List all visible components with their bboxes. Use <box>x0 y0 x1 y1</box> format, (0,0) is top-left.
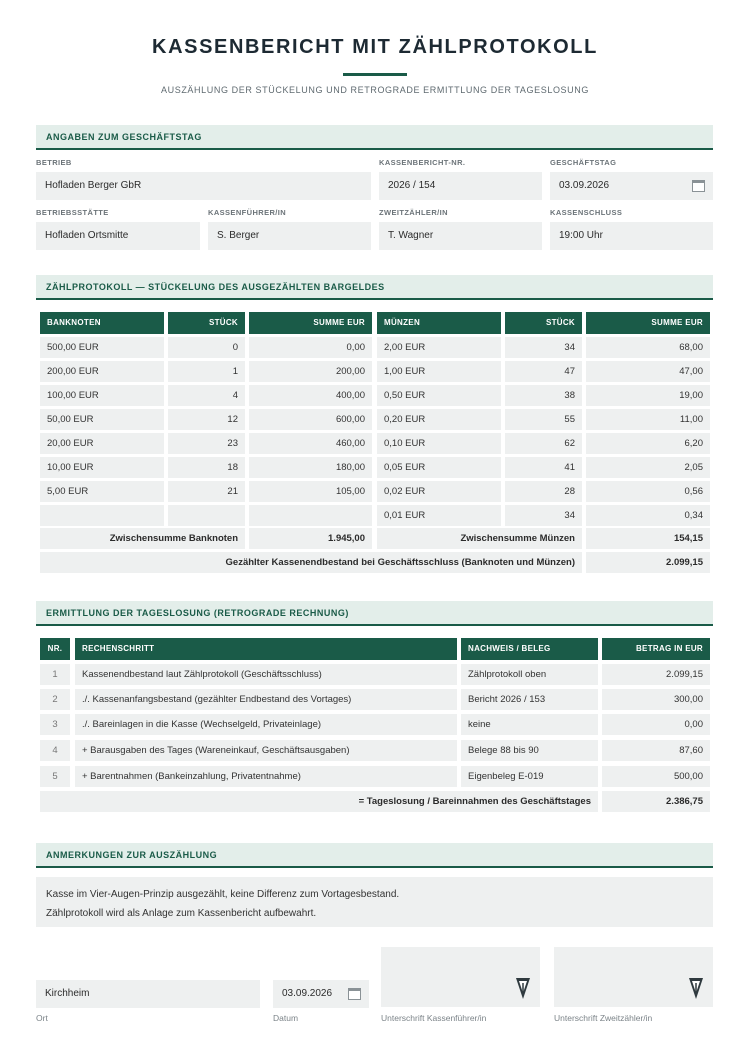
betriebsstaette-label: BETRIEBSSTÄTTE <box>36 208 109 217</box>
step-betrag: 0,00 <box>602 714 710 735</box>
step-betrag: 500,00 <box>602 766 710 787</box>
zwischensumme-muenzen-label: Zwischensumme Münzen <box>377 528 582 549</box>
zwischensumme-banknoten-label: Zwischensumme Banknoten <box>40 528 245 549</box>
title-underline <box>343 73 407 76</box>
th-muenzen-summe: SUMME EUR <box>586 312 710 334</box>
step-beleg: keine <box>461 714 598 735</box>
muenze-summe: 0,56 <box>586 481 710 502</box>
muenze-stueck[interactable]: 34 <box>505 337 582 358</box>
anmerkung-line: Zählprotokoll wird als Anlage zum Kassenbericht aufbewahrt. <box>46 908 317 919</box>
banknote-denomination: 500,00 EUR <box>40 337 164 358</box>
muenze-stueck[interactable]: 62 <box>505 433 582 454</box>
banknote-summe: 180,00 <box>249 457 372 478</box>
muenze-denomination: 0,01 EUR <box>377 505 501 526</box>
section-zaehlprotokoll-title: ZÄHLPROTOKOLL — STÜCKELUNG DES AUSGEZÄHLTEN BARGELDES <box>36 275 713 300</box>
banknote-denomination: 50,00 EUR <box>40 409 164 430</box>
banknote-summe: 400,00 <box>249 385 372 406</box>
banknote-summe: 600,00 <box>249 409 372 430</box>
muenze-denomination: 0,02 EUR <box>377 481 501 502</box>
anmerkungen-textarea[interactable] <box>36 877 713 927</box>
signature-kassenfuehrer[interactable] <box>381 947 540 1007</box>
section-ermittlung-title: ERMITTLUNG DER TAGESLOSUNG (RETROGRADE RECHNUNG) <box>36 601 713 626</box>
kassenschluss-label: KASSENSCHLUSS <box>550 208 623 217</box>
muenze-stueck[interactable]: 55 <box>505 409 582 430</box>
step-beleg: Belege 88 bis 90 <box>461 740 598 761</box>
betrieb-field[interactable]: Hofladen Berger GbR <box>36 172 371 200</box>
pen-icon <box>687 975 705 1001</box>
step-nr: 5 <box>40 766 70 787</box>
banknote-summe: 105,00 <box>249 481 372 502</box>
muenze-stueck[interactable]: 38 <box>505 385 582 406</box>
kassenfuehrer-field[interactable]: S. Berger <box>208 222 371 250</box>
kassenbericht-nr-field[interactable]: 2026 / 154 <box>379 172 542 200</box>
muenze-summe: 6,20 <box>586 433 710 454</box>
banknote-summe: 200,00 <box>249 361 372 382</box>
muenze-denomination: 0,20 EUR <box>377 409 501 430</box>
step-nr: 1 <box>40 664 70 685</box>
muenze-stueck[interactable]: 41 <box>505 457 582 478</box>
geschaeftstag-field[interactable] <box>550 172 713 200</box>
datum-value: 03.09.2026 <box>282 988 333 999</box>
banknote-summe <box>249 505 372 526</box>
betriebsstaette-field[interactable]: Hofladen Ortsmitte <box>36 222 200 250</box>
banknote-stueck[interactable]: 4 <box>168 385 245 406</box>
banknote-stueck[interactable] <box>168 505 245 526</box>
step-description: ./. Kassenanfangsbestand (gezählter Endbestand des Vortages) <box>75 689 457 710</box>
banknote-denomination: 10,00 EUR <box>40 457 164 478</box>
section-anmerkungen-title: ANMERKUNGEN ZUR AUSZÄHLUNG <box>36 843 713 868</box>
banknote-stueck[interactable]: 23 <box>168 433 245 454</box>
step-beleg: Zählprotokoll oben <box>461 664 598 685</box>
banknote-stueck[interactable]: 0 <box>168 337 245 358</box>
tageslosung-label: = Tageslosung / Bareinnahmen des Geschäftstages <box>40 791 598 812</box>
step-description: + Barentnahmen (Bankeinzahlung, Privatentnahme) <box>75 766 457 787</box>
muenze-denomination: 0,10 EUR <box>377 433 501 454</box>
kassenfuehrer-label: KASSENFÜHRER/IN <box>208 208 287 217</box>
banknote-stueck[interactable]: 1 <box>168 361 245 382</box>
zweitzaehler-label: ZWEITZÄHLER/IN <box>379 208 448 217</box>
step-beleg: Eigenbeleg E-019 <box>461 766 598 787</box>
muenze-denomination: 0,50 EUR <box>377 385 501 406</box>
kassenschluss-field[interactable]: 19:00 Uhr <box>550 222 713 250</box>
step-description: ./. Bareinlagen in die Kasse (Wechselgeld, Privateinlage) <box>75 714 457 735</box>
muenze-stueck[interactable]: 34 <box>505 505 582 526</box>
banknote-denomination: 100,00 EUR <box>40 385 164 406</box>
muenze-denomination: 0,05 EUR <box>377 457 501 478</box>
muenze-summe: 2,05 <box>586 457 710 478</box>
banknote-denomination <box>40 505 164 526</box>
step-beleg: Bericht 2026 / 153 <box>461 689 598 710</box>
calendar-icon[interactable] <box>692 180 705 192</box>
zwischensumme-muenzen-value: 154,15 <box>586 528 710 549</box>
th-muenzen: MÜNZEN <box>377 312 501 334</box>
th-banknoten: BANKNOTEN <box>40 312 164 334</box>
pen-icon <box>514 975 532 1001</box>
th-muenzen-stueck: STÜCK <box>505 312 582 334</box>
th-banknoten-summe: SUMME EUR <box>249 312 372 334</box>
step-nr: 3 <box>40 714 70 735</box>
muenze-stueck[interactable]: 47 <box>505 361 582 382</box>
calendar-icon[interactable] <box>348 988 361 1000</box>
step-nr: 2 <box>40 689 70 710</box>
muenze-summe: 0,34 <box>586 505 710 526</box>
geschaeftstag-label: GESCHÄFTSTAG <box>550 158 617 167</box>
tageslosung-value: 2.386,75 <box>602 791 710 812</box>
step-betrag: 300,00 <box>602 689 710 710</box>
ort-field[interactable]: Kirchheim <box>36 980 260 1008</box>
datum-field[interactable] <box>273 980 369 1008</box>
ort-label: Ort <box>36 1013 48 1023</box>
geschaeftstag-value: 03.09.2026 <box>559 180 610 191</box>
kassenbericht-nr-label: KASSENBERICHT-NR. <box>379 158 466 167</box>
muenze-denomination: 2,00 EUR <box>377 337 501 358</box>
signature-zweitzaehler[interactable] <box>554 947 713 1007</box>
signature-kassenfuehrer-label: Unterschrift Kassenführer/in <box>381 1013 487 1023</box>
step-betrag: 87,60 <box>602 740 710 761</box>
page-subtitle: AUSZÄHLUNG DER STÜCKELUNG UND RETROGRADE ERMITTLUNG DER TAGESLOSUNG <box>161 85 589 95</box>
th-nr: NR. <box>40 638 70 660</box>
datum-label: Datum <box>273 1013 299 1023</box>
th-betrag: BETRAG IN EUR <box>602 638 710 660</box>
muenze-summe: 11,00 <box>586 409 710 430</box>
banknote-summe: 460,00 <box>249 433 372 454</box>
banknote-denomination: 20,00 EUR <box>40 433 164 454</box>
banknote-stueck[interactable]: 21 <box>168 481 245 502</box>
th-banknoten-stueck: STÜCK <box>168 312 245 334</box>
step-description: Kassenendbestand laut Zählprotokoll (Geschäftsschluss) <box>75 664 457 685</box>
betrieb-label: BETRIEB <box>36 158 72 167</box>
gesamt-kassenbestand-value: 2.099,15 <box>586 552 710 573</box>
muenze-summe: 19,00 <box>586 385 710 406</box>
muenze-summe: 47,00 <box>586 361 710 382</box>
signature-zweitzaehler-label: Unterschrift Zweitzähler/in <box>554 1013 653 1023</box>
muenze-denomination: 1,00 EUR <box>377 361 501 382</box>
gesamt-kassenbestand-label: Gezählter Kassenendbestand bei Geschäftsschluss (Banknoten und Münzen) <box>40 552 582 573</box>
th-nachweis: NACHWEIS / BELEG <box>461 638 598 660</box>
zwischensumme-banknoten-value: 1.945,00 <box>249 528 372 549</box>
muenze-summe: 68,00 <box>586 337 710 358</box>
banknote-denomination: 200,00 EUR <box>40 361 164 382</box>
banknote-stueck[interactable]: 18 <box>168 457 245 478</box>
page-title: KASSENBERICHT MIT ZÄHLPROTOKOLL <box>152 36 598 58</box>
muenze-stueck[interactable]: 28 <box>505 481 582 502</box>
th-rechenschritt: RECHENSCHRITT <box>75 638 457 660</box>
banknote-summe: 0,00 <box>249 337 372 358</box>
banknote-denomination: 5,00 EUR <box>40 481 164 502</box>
zweitzaehler-field[interactable]: T. Wagner <box>379 222 542 250</box>
anmerkung-line: Kasse im Vier-Augen-Prinzip ausgezählt, keine Differenz zum Vortagesbestand. <box>46 889 400 900</box>
step-description: + Barausgaben des Tages (Wareneinkauf, Geschäftsausgaben) <box>75 740 457 761</box>
banknote-stueck[interactable]: 12 <box>168 409 245 430</box>
section-angaben-title: ANGABEN ZUM GESCHÄFTSTAG <box>36 125 713 150</box>
step-betrag: 2.099,15 <box>602 664 710 685</box>
step-nr: 4 <box>40 740 70 761</box>
